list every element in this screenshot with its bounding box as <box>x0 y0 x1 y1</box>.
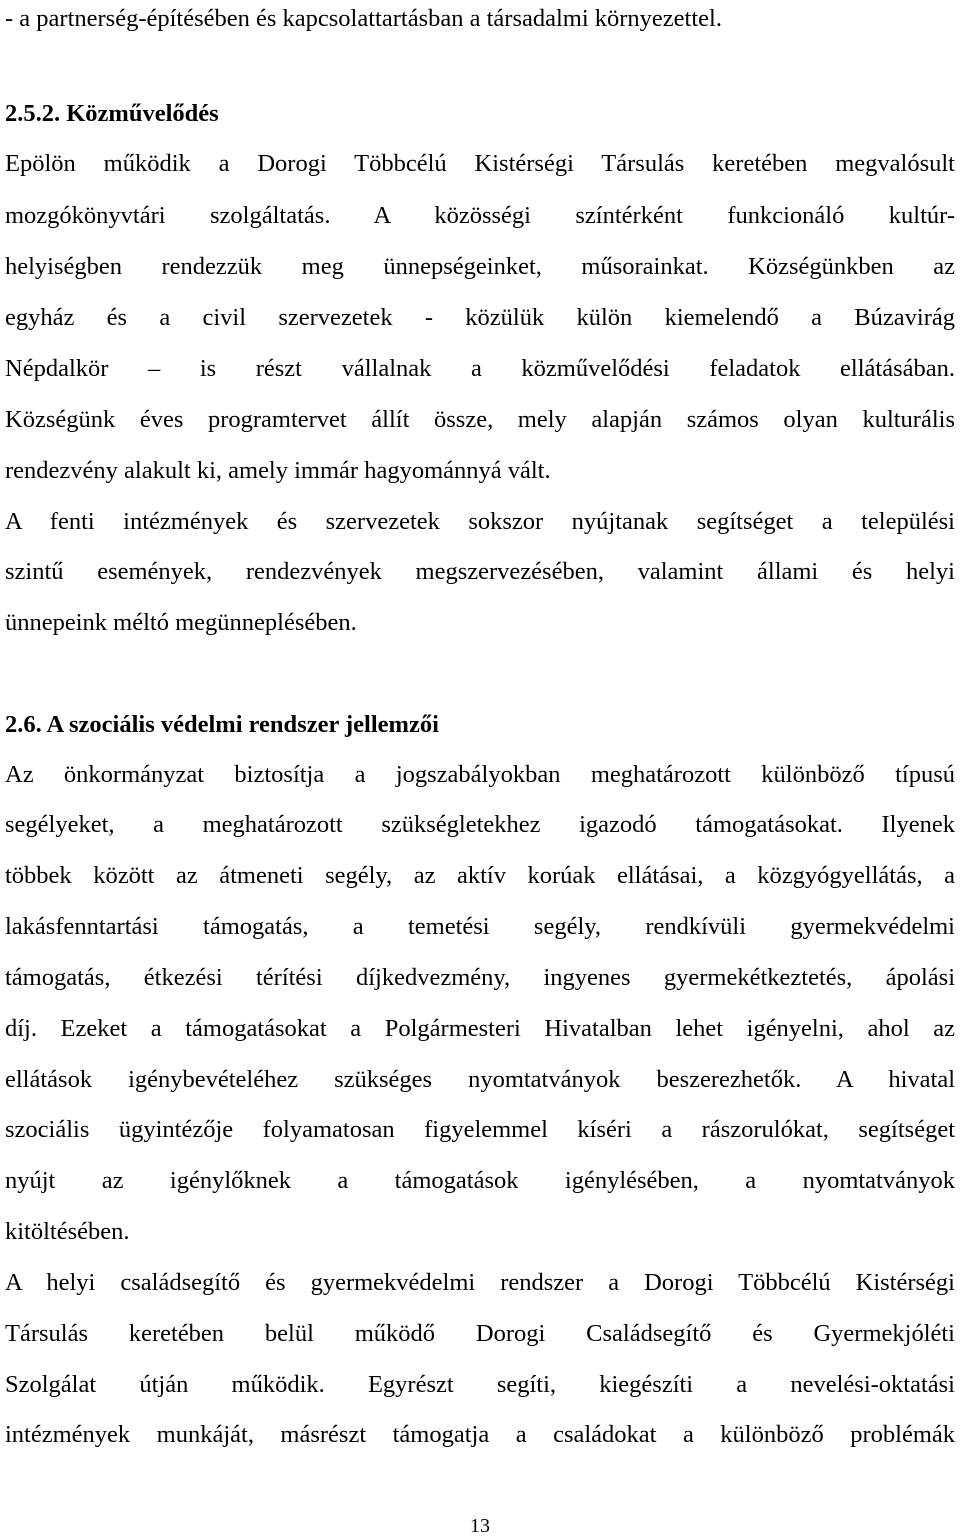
intro-line: - a partnerség-építésében és kapcsolattartásban a társadalmi környezettel. <box>5 5 722 32</box>
paragraph-line: szintű események, rendezvények megszervezésében, valamint állami és helyi <box>5 558 955 585</box>
paragraph-line: Népdalkör – is részt vállalnak a közművelődési feladatok ellátásában. <box>5 355 955 382</box>
section-heading-2-6: 2.6. A szociális védelmi rendszer jellemzői <box>5 711 439 738</box>
paragraph-line: Községünk éves programtervet állít össze, mely alapján számos olyan kulturális <box>5 406 955 433</box>
paragraph-line: támogatás, étkezési térítési díjkedvezmény, ingyenes gyermekétkeztetés, ápolási <box>5 964 955 991</box>
paragraph-line: Az önkormányzat biztosítja a jogszabályokban meghatározott különböző típusú <box>5 761 955 788</box>
paragraph-line: díj. Ezeket a támogatásokat a Polgármesteri Hivatalban lehet igényelni, ahol az <box>5 1015 955 1042</box>
paragraph-line: segélyeket, a meghatározott szükségletekhez igazodó támogatásokat. Ilyenek <box>5 811 955 838</box>
paragraph-line: Szolgálat útján működik. Egyrészt segíti, kiegészíti a nevelési-oktatási <box>5 1371 955 1398</box>
paragraph-line: egyház és a civil szervezetek - közülük külön kiemelendő a Búzavirág <box>5 304 955 331</box>
paragraph-line: lakásfenntartási támogatás, a temetési segély, rendkívüli gyermekvédelmi <box>5 913 955 940</box>
paragraph-line: Epölön működik a Dorogi Többcélú Kistérségi Társulás keretében megvalósult <box>5 150 955 177</box>
page-number: 13 <box>470 1515 490 1537</box>
paragraph-line: intézmények munkáját, másrészt támogatja a családokat a különböző problémák <box>5 1421 955 1448</box>
paragraph-line: többek között az átmeneti segély, az aktív korúak ellátásai, a közgyógyellátás, a <box>5 862 955 889</box>
paragraph-line: szociális ügyintézője folyamatosan figyelemmel kíséri a rászorulókat, segítséget <box>5 1116 955 1143</box>
paragraph-line: ellátások igénybevételéhez szükséges nyomtatványok beszerezhetők. A hivatal <box>5 1066 955 1093</box>
paragraph-line: ünnepeink méltó megünneplésében. <box>5 609 357 636</box>
paragraph-line: kitöltésében. <box>5 1218 130 1245</box>
paragraph-line: Társulás keretében belül működő Dorogi Családsegítő és Gyermekjóléti <box>5 1320 955 1347</box>
paragraph-line: rendezvény alakult ki, amely immár hagyománnyá vált. <box>5 457 551 484</box>
paragraph-line: helyiségben rendezzük meg ünnepségeinket, műsorainkat. Községünkben az <box>5 253 955 280</box>
paragraph-line: A helyi családsegítő és gyermekvédelmi rendszer a Dorogi Többcélú Kistérségi <box>5 1269 955 1296</box>
paragraph-line: mozgókönyvtári szolgáltatás. A közösségi színtérként funkcionáló kultúr- <box>5 202 955 229</box>
paragraph-line: A fenti intézmények és szervezetek sokszor nyújtanak segítséget a települési <box>5 508 955 535</box>
section-heading-2-5-2: 2.5.2. Közművelődés <box>5 100 219 127</box>
paragraph-line: nyújt az igénylőknek a támogatások igénylésében, a nyomtatványok <box>5 1167 955 1194</box>
